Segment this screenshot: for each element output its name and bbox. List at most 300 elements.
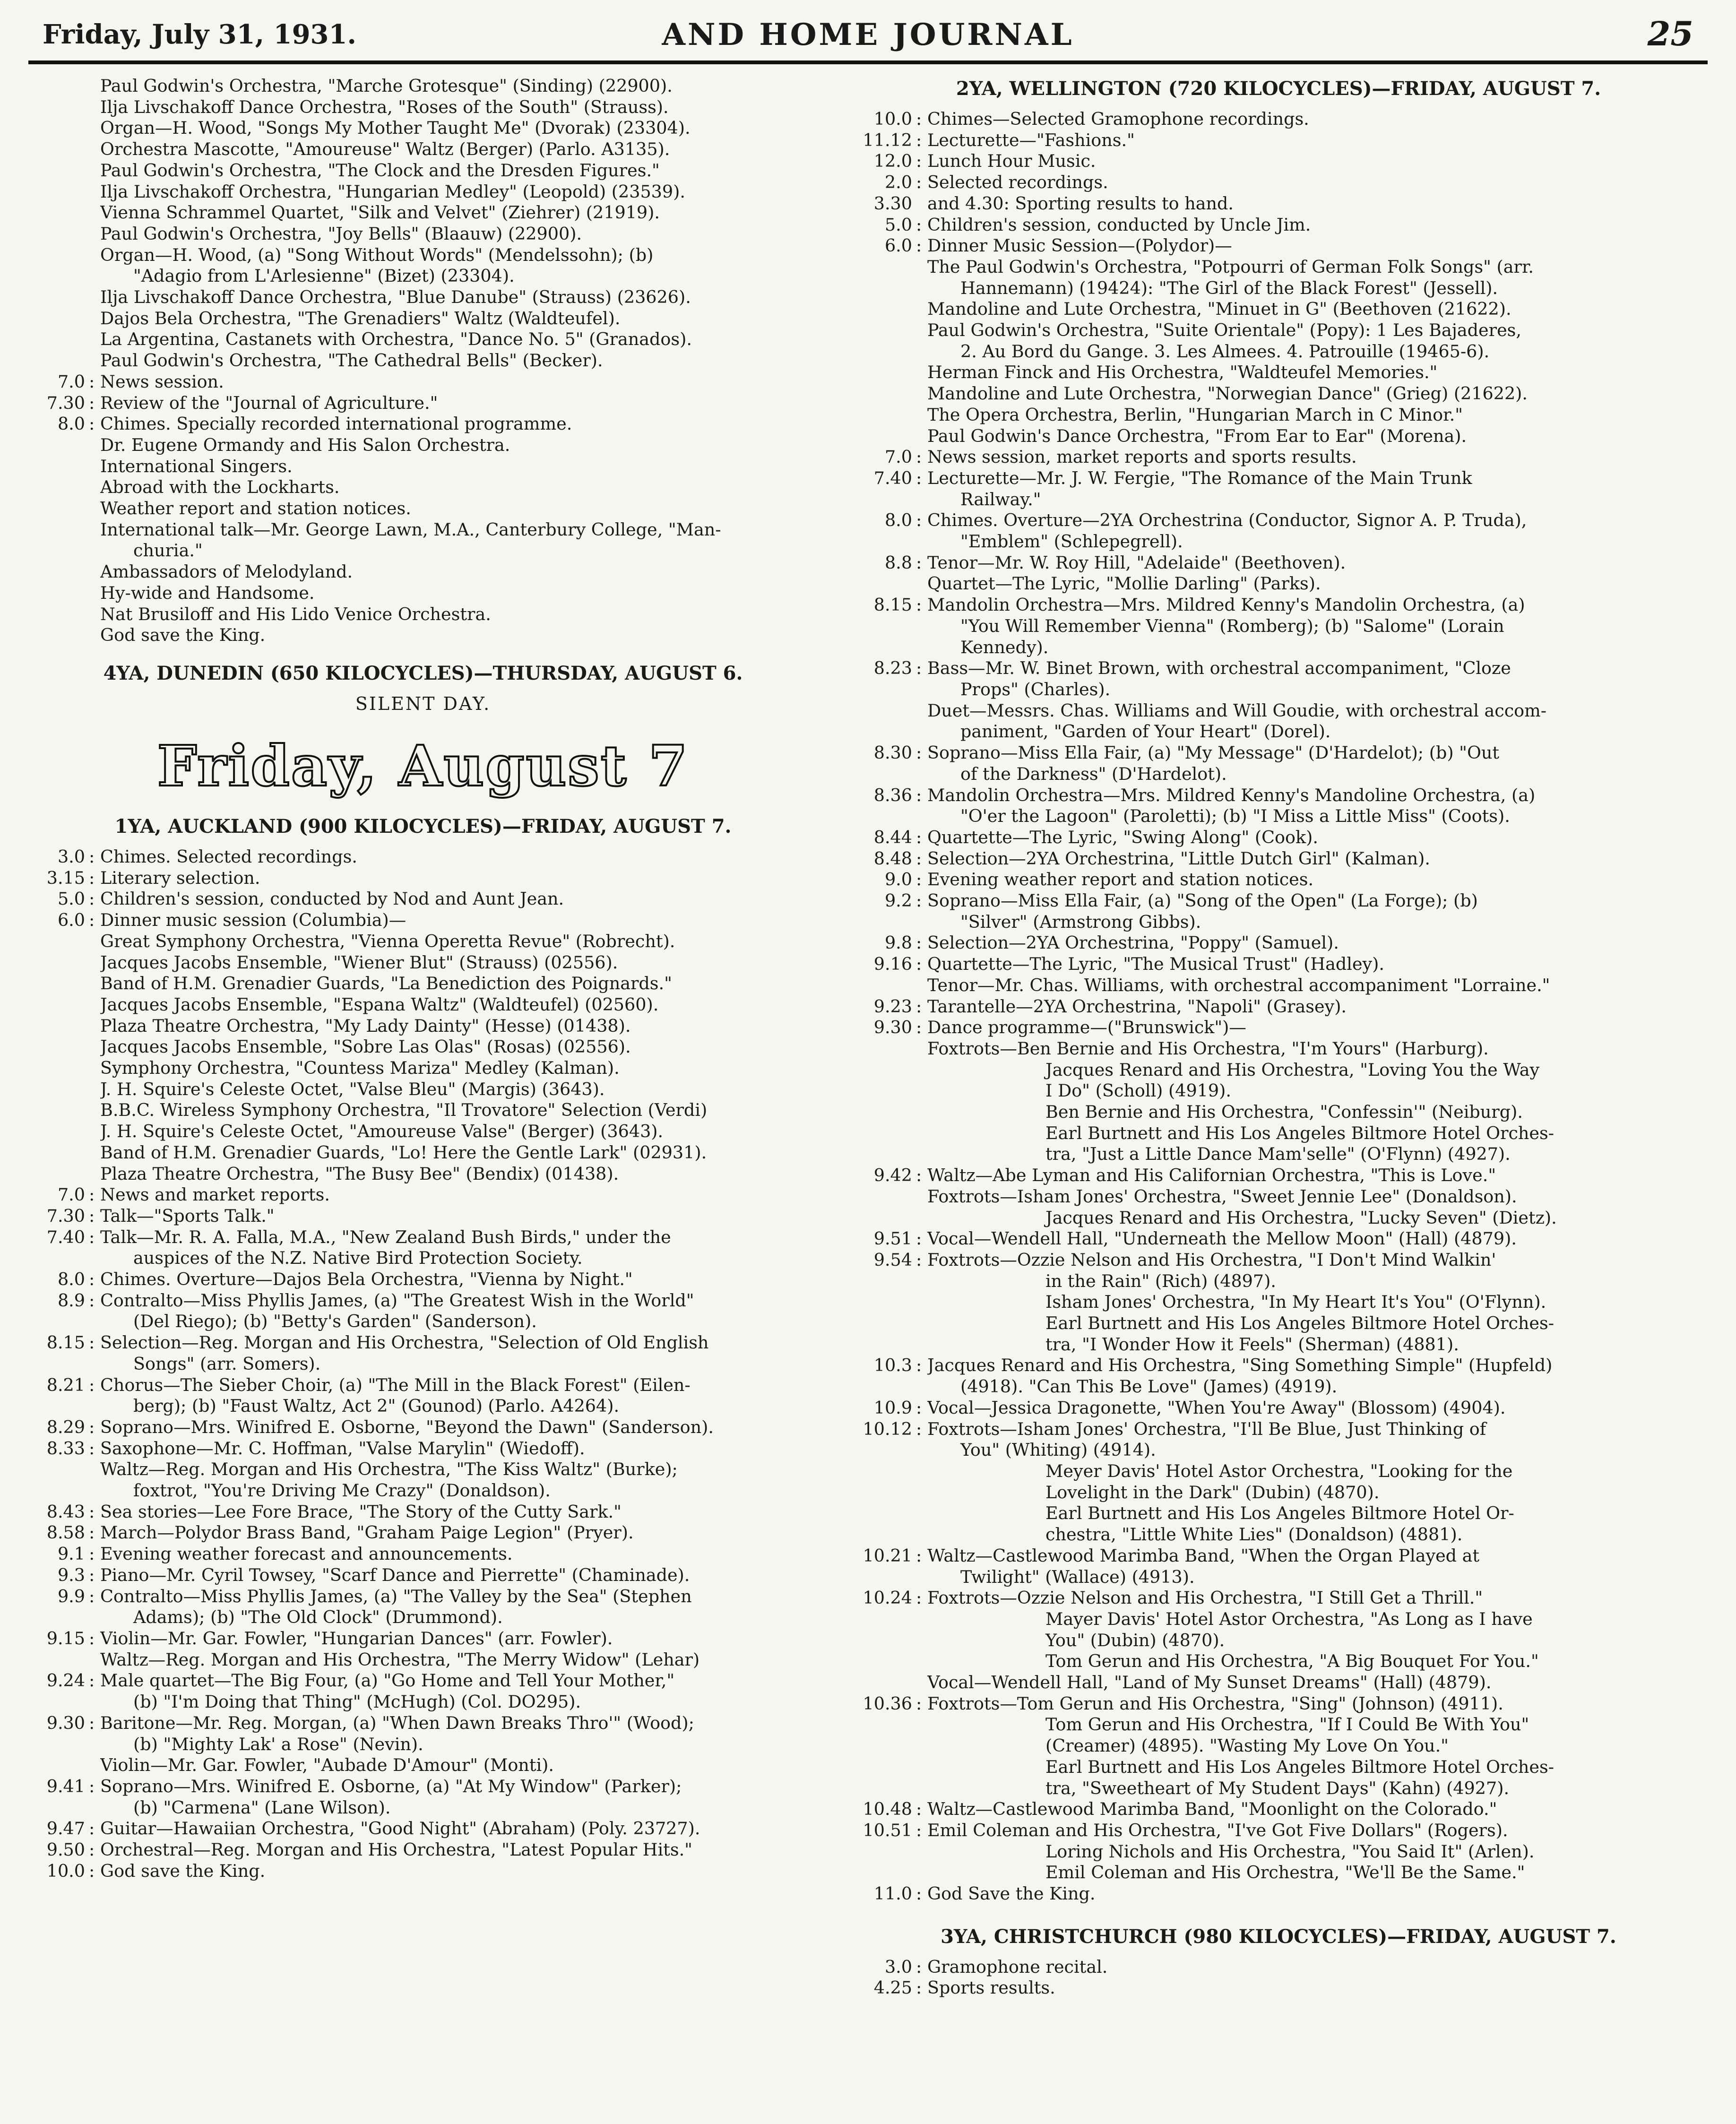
programme-entry bbox=[851, 869, 1706, 890]
entry-separator bbox=[89, 1248, 100, 1269]
programme-entry bbox=[851, 1609, 1706, 1630]
entry-text: Lecturette—"Fashions." bbox=[927, 130, 1135, 150]
entry-text: Paul Godwin's Dance Orchestra, "From Ear to Ear" (Morena). bbox=[927, 425, 1467, 446]
entry-separator bbox=[916, 1567, 927, 1588]
entry-time bbox=[24, 224, 89, 245]
entry-separator bbox=[916, 1524, 927, 1546]
entry-text: Props" (Charles). bbox=[960, 679, 1111, 699]
entry-separator bbox=[89, 1311, 100, 1332]
programme-entry bbox=[24, 1755, 822, 1776]
entry-separator: : bbox=[89, 1586, 95, 1606]
entry-separator: : bbox=[916, 1249, 922, 1270]
entry-text: The Opera Orchestra, Berlin, "Hungarian March in C Minor." bbox=[927, 404, 1463, 425]
entry-separator bbox=[916, 1735, 927, 1757]
programme-entry bbox=[851, 1977, 1706, 1999]
entry-text: Mayer Davis' Hotel Astor Orchestra, "As Long as I have bbox=[1045, 1608, 1533, 1629]
programme-entry bbox=[24, 868, 822, 889]
entry-separator: : bbox=[916, 827, 922, 847]
entry-time bbox=[24, 435, 89, 456]
entry-time bbox=[851, 531, 916, 553]
programme-entry bbox=[851, 1799, 1706, 1820]
programme-entry bbox=[851, 1313, 1706, 1334]
entry-time: 9.1 bbox=[57, 1544, 85, 1564]
programme-entry bbox=[851, 1186, 1706, 1208]
entry-separator bbox=[89, 1480, 100, 1502]
entry-time: 8.0 bbox=[57, 1269, 85, 1290]
entry-time: 3.0 bbox=[884, 1956, 912, 1977]
entry-text: Soprano—Miss Ella Fair, (a) "Song of the Open" (La Forge); (b) bbox=[927, 890, 1478, 911]
entry-text: Selection—2YA Orchestrina, "Poppy" (Samuel). bbox=[927, 932, 1339, 953]
programme-entry bbox=[24, 1818, 822, 1839]
entry-separator bbox=[916, 341, 927, 363]
entry-time: 10.36 bbox=[863, 1693, 912, 1714]
entry-time bbox=[851, 806, 916, 827]
entry-text: You" (Dubin) (4870). bbox=[1045, 1630, 1225, 1650]
programme-entry bbox=[851, 151, 1706, 172]
programme-entry bbox=[24, 1121, 822, 1142]
entry-time bbox=[851, 362, 916, 383]
entry-text: Waltz—Abe Lyman and His Californian Orchestra, "This is Love." bbox=[927, 1165, 1496, 1186]
entry-text: Literary selection. bbox=[100, 867, 260, 888]
programme-entry bbox=[851, 1461, 1706, 1482]
programme-entry bbox=[24, 1269, 822, 1290]
entry-text: tra, "Just a Little Dance Mam'selle" (O'Flynn) (4927). bbox=[1045, 1144, 1511, 1165]
entry-text: Duet—Messrs. Chas. Williams and Will Goudie, with orchestral accom- bbox=[927, 700, 1547, 721]
programme-entry bbox=[851, 1567, 1706, 1588]
programme-entry bbox=[24, 1290, 822, 1312]
programme-entry bbox=[851, 235, 1706, 257]
entry-separator: : bbox=[916, 1165, 922, 1186]
programme-entry bbox=[851, 1017, 1706, 1038]
entry-separator: : bbox=[916, 1977, 922, 1998]
entry-text: Lecturette—Mr. J. W. Fergie, "The Romance of the Main Trunk bbox=[927, 467, 1472, 488]
entry-time: 7.0 bbox=[57, 371, 85, 392]
programme-entry bbox=[851, 278, 1706, 299]
carryover-programme bbox=[24, 76, 822, 646]
entry-text: Band of H.M. Grenadier Guards, "La Benediction des Poignards." bbox=[100, 973, 672, 994]
entry-time bbox=[851, 1651, 916, 1672]
entry-time: 9.9 bbox=[57, 1586, 85, 1606]
entry-separator bbox=[89, 1058, 100, 1079]
entry-separator bbox=[89, 1016, 100, 1037]
entry-time: 9.2 bbox=[884, 890, 912, 911]
entry-text: Lovelight in the Dark" (Dubin) (4870). bbox=[1045, 1482, 1380, 1502]
entry-separator bbox=[89, 1354, 100, 1375]
entry-separator bbox=[916, 1376, 927, 1398]
entry-text: Chimes. Specially recorded international programme. bbox=[100, 414, 572, 434]
entry-text: Earl Burtnett and His Los Angeles Biltmore Hotel Or- bbox=[1045, 1503, 1514, 1524]
entry-separator bbox=[916, 299, 927, 320]
entry-time bbox=[851, 1841, 916, 1863]
entry-text: Dinner music session (Columbia)— bbox=[100, 910, 406, 931]
entry-text: Vocal—Wendell Hall, "Land of My Sunset Dreams" (Hall) (4879). bbox=[927, 1672, 1492, 1693]
entry-text: I Do" (Scholl) (4919). bbox=[1045, 1080, 1231, 1101]
entry-separator: : bbox=[89, 1818, 95, 1839]
entry-text: Loring Nichols and His Orchestra, "You Said It" (Arlen). bbox=[1045, 1841, 1535, 1862]
programme-entry bbox=[24, 1713, 822, 1734]
programme-entry bbox=[24, 1375, 822, 1396]
entry-text: Tom Gerun and His Orchestra, "A Big Bouquet For You." bbox=[1045, 1651, 1539, 1672]
entry-time: 9.54 bbox=[873, 1249, 912, 1270]
entry-time bbox=[851, 1735, 916, 1757]
entry-separator: : bbox=[89, 1712, 95, 1733]
entry-time: 3.0 bbox=[57, 846, 85, 867]
entry-time bbox=[851, 405, 916, 426]
programme-entry bbox=[851, 996, 1706, 1018]
entry-time: 10.48 bbox=[863, 1799, 912, 1820]
programme-entry bbox=[851, 531, 1706, 553]
programme-entry bbox=[851, 1524, 1706, 1546]
programme-entry bbox=[24, 97, 822, 118]
programme-entry bbox=[24, 477, 822, 498]
right-column bbox=[851, 76, 1706, 1999]
entry-separator bbox=[916, 1334, 927, 1356]
entry-text: Adams); (b) "The Old Clock" (Drummond). bbox=[133, 1607, 503, 1628]
entry-text: News session, market reports and sports results. bbox=[927, 447, 1357, 467]
entry-text: Earl Burtnett and His Los Angeles Biltmore Hotel Orches- bbox=[1045, 1122, 1555, 1143]
entry-separator bbox=[89, 97, 100, 118]
programme-entry bbox=[851, 1398, 1706, 1419]
entry-text: News and market reports. bbox=[100, 1184, 330, 1205]
programme-entry bbox=[851, 1482, 1706, 1503]
programme-entry bbox=[24, 1036, 822, 1058]
entry-text: Dinner Music Session—(Polydor)— bbox=[927, 235, 1232, 256]
entry-text: Mandolin Orchestra—Mrs. Mildred Kenny's Mandoline Orchestra, (a) bbox=[927, 785, 1536, 805]
entry-time: 9.51 bbox=[873, 1228, 912, 1249]
entry-time bbox=[851, 679, 916, 700]
entry-text: Foxtrots—Tom Gerun and His Orchestra, "Sing" (Johnson) (4911). bbox=[927, 1693, 1503, 1714]
programme-entry bbox=[851, 1588, 1706, 1609]
programme-entry bbox=[24, 561, 822, 583]
page-header bbox=[28, 9, 1708, 64]
entry-text: La Argentina, Castanets with Orchestra, "Dance No. 5" (Granados). bbox=[100, 329, 692, 350]
entry-time bbox=[851, 975, 916, 996]
entry-separator: : bbox=[89, 1839, 95, 1860]
entry-text: Symphony Orchestra, "Countess Mariza" Medley (Kalman). bbox=[100, 1058, 620, 1079]
entry-text: Songs" (arr. Somers). bbox=[133, 1353, 321, 1374]
programme-entry bbox=[851, 1630, 1706, 1651]
programme-entry bbox=[851, 1735, 1706, 1757]
entry-separator: : bbox=[916, 1228, 922, 1249]
programme-entry bbox=[851, 1957, 1706, 1978]
programme-entry bbox=[851, 468, 1706, 489]
programme-entry bbox=[851, 1334, 1706, 1356]
programme-entry bbox=[851, 1651, 1706, 1672]
entry-text: Hannemann) (19424): "The Girl of the Black Forest" (Jessell). bbox=[960, 277, 1498, 298]
entry-separator bbox=[89, 1164, 100, 1185]
entry-time bbox=[24, 519, 89, 541]
entry-text: Ilja Livschakoff Orchestra, "Hungarian Medley" (Leopold) (23539). bbox=[100, 181, 685, 202]
entry-time: 8.0 bbox=[57, 414, 85, 434]
entry-separator: : bbox=[89, 392, 95, 413]
entry-time: 4.25 bbox=[873, 1977, 912, 1998]
entry-separator bbox=[916, 1080, 927, 1102]
entry-text: Waltz—Castlewood Marimba Band, "When the Organ Played at bbox=[927, 1545, 1480, 1566]
silent-day-notice: SILENT DAY. bbox=[355, 693, 491, 714]
entry-text: Tarantelle—2YA Orchestrina, "Napoli" (Grasey). bbox=[927, 996, 1347, 1017]
entry-text: Emil Coleman and His Orchestra, "I've Got Five Dollars" (Rogers). bbox=[927, 1820, 1508, 1840]
entry-time bbox=[24, 561, 89, 583]
entry-time bbox=[24, 118, 89, 139]
entry-time: 10.0 bbox=[46, 1860, 85, 1881]
entry-text: Selection—Reg. Morgan and His Orchestra, "Selection of Old English bbox=[100, 1332, 709, 1353]
programme-entry bbox=[24, 1607, 822, 1628]
station-heading-2ya: 2YA, WELLINGTON (720 KILOCYCLES)—FRIDAY, AUGUST 7. bbox=[956, 78, 1601, 100]
entry-separator bbox=[89, 604, 100, 625]
entry-separator: : bbox=[89, 1374, 95, 1395]
programme-entry bbox=[24, 1861, 822, 1882]
entry-separator bbox=[916, 426, 927, 447]
programme-entry bbox=[851, 573, 1706, 595]
entry-time bbox=[851, 1440, 916, 1461]
entry-time bbox=[851, 257, 916, 278]
entry-separator: : bbox=[89, 1522, 95, 1543]
programme-entry bbox=[24, 1332, 822, 1354]
programme-entry bbox=[851, 1292, 1706, 1313]
entry-time: 9.23 bbox=[873, 996, 912, 1017]
entry-text: Mandolin Orchestra—Mrs. Mildred Kenny's Mandolin Orchestra, (a) bbox=[927, 595, 1525, 615]
entry-text: Paul Godwin's Orchestra, "The Clock and the Dresden Figures." bbox=[100, 160, 660, 181]
programme-entry bbox=[851, 954, 1706, 975]
entry-separator: : bbox=[89, 1544, 95, 1564]
entry-text: God save the King. bbox=[100, 625, 266, 646]
entry-separator bbox=[916, 1778, 927, 1799]
entry-text: Ambassadors of Melodyland. bbox=[100, 561, 353, 582]
station-heading-1ya: 1YA, AUCKLAND (900 KILOCYCLES)—FRIDAY, AUGUST 7. bbox=[114, 815, 732, 838]
entry-text: Piano—Mr. Cyril Towsey, "Scarf Dance and Pierrette" (Chaminade). bbox=[100, 1564, 690, 1585]
entry-time bbox=[851, 1714, 916, 1735]
entry-text: 2. Au Bord du Gange. 3. Les Almees. 4. Patrouille (19465-6). bbox=[960, 341, 1490, 362]
programme-entry bbox=[851, 1208, 1706, 1229]
programme-entry bbox=[24, 1248, 822, 1269]
entry-time: 5.0 bbox=[884, 214, 912, 235]
entry-separator bbox=[916, 764, 927, 785]
programme-entry bbox=[851, 1841, 1706, 1863]
entry-time: 11.12 bbox=[863, 130, 912, 150]
entry-time bbox=[24, 477, 89, 498]
programme-entry bbox=[851, 1165, 1706, 1186]
entry-text: Sports results. bbox=[927, 1977, 1055, 1998]
entry-text: Band of H.M. Grenadier Guards, "Lo! Here the Gentle Lark" (02931). bbox=[100, 1142, 707, 1163]
entry-time: 3.30 bbox=[873, 193, 912, 214]
entry-text: (Creamer) (4895). "Wasting My Love On You." bbox=[1045, 1735, 1449, 1756]
entry-time: 9.3 bbox=[57, 1564, 85, 1585]
entry-time bbox=[24, 181, 89, 203]
programme-entry bbox=[851, 489, 1706, 510]
programme-entry bbox=[851, 595, 1706, 616]
entry-separator bbox=[916, 1714, 927, 1735]
auckland-programme bbox=[24, 846, 822, 1882]
programme-entry bbox=[24, 910, 822, 931]
entry-text: Gramophone recital. bbox=[927, 1956, 1108, 1977]
entry-text: Contralto—Miss Phyllis James, (a) "The Valley by the Sea" (Stephen bbox=[100, 1586, 692, 1606]
programme-entry bbox=[24, 1522, 822, 1544]
entry-separator bbox=[916, 806, 927, 827]
entry-separator bbox=[916, 1060, 927, 1081]
entry-separator bbox=[89, 561, 100, 583]
entry-time: 7.0 bbox=[57, 1184, 85, 1205]
entry-separator bbox=[89, 139, 100, 160]
entry-text: Bass—Mr. W. Binet Brown, with orchestral accompaniment, "Cloze bbox=[927, 658, 1511, 679]
programme-entry bbox=[24, 1797, 822, 1819]
programme-entry bbox=[851, 1250, 1706, 1271]
entry-text: International Singers. bbox=[100, 456, 293, 476]
programme-entry bbox=[24, 1480, 822, 1502]
entry-separator bbox=[89, 625, 100, 646]
programme-entry bbox=[24, 846, 822, 868]
entry-time bbox=[851, 341, 916, 363]
entry-text: Vocal—Jessica Dragonette, "When You're Away" (Blossom) (4904). bbox=[927, 1397, 1506, 1418]
entry-time: 9.16 bbox=[873, 954, 912, 975]
entry-text: Selection—2YA Orchestrina, "Little Dutch Girl" (Kalman). bbox=[927, 848, 1430, 869]
entry-time bbox=[851, 1144, 916, 1165]
entry-time bbox=[24, 139, 89, 160]
entry-text: Earl Burtnett and His Los Angeles Biltmore Hotel Orches- bbox=[1045, 1313, 1555, 1334]
programme-entry bbox=[851, 1693, 1706, 1715]
programme-entry bbox=[24, 604, 822, 625]
entry-time bbox=[24, 1734, 89, 1755]
entry-separator bbox=[89, 160, 100, 181]
entry-text: Talk—"Sports Talk." bbox=[100, 1205, 275, 1226]
programme-entry bbox=[851, 1820, 1706, 1841]
entry-text: Mandoline and Lute Orchestra, "Norwegian Dance" (Grieg) (21622). bbox=[927, 383, 1528, 404]
entry-text: Jacques Renard and His Orchestra, "Sing Something Simple" (Hupfeld) bbox=[927, 1355, 1553, 1376]
entry-time bbox=[851, 1186, 916, 1208]
entry-text: Evening weather report and station notices. bbox=[927, 869, 1314, 890]
entry-text: Selected recordings. bbox=[927, 172, 1108, 193]
entry-time: 7.30 bbox=[46, 1205, 85, 1226]
entry-text: Male quartet—The Big Four, (a) "Go Home and Tell Your Mother," bbox=[100, 1670, 675, 1691]
entry-separator bbox=[89, 1797, 100, 1819]
entry-text: chestra, "Little White Lies" (Donaldson) (4881). bbox=[1045, 1524, 1463, 1545]
entry-text: You" (Whiting) (4914). bbox=[960, 1440, 1156, 1460]
programme-entry bbox=[851, 130, 1706, 151]
entry-text: Tenor—Mr. W. Roy Hill, "Adelaide" (Beethoven). bbox=[927, 552, 1346, 573]
entry-separator bbox=[916, 616, 927, 637]
programme-entry bbox=[24, 1206, 822, 1227]
entry-time: 8.21 bbox=[46, 1374, 85, 1395]
entry-text: Guitar—Hawaiian Orchestra, "Good Night" (Abraham) (Poly. 23727). bbox=[100, 1818, 700, 1839]
entry-separator: : bbox=[916, 467, 922, 488]
entry-time: 10.21 bbox=[863, 1545, 912, 1566]
entry-text: Nat Brusiloff and His Lido Venice Orchestra. bbox=[100, 604, 491, 624]
entry-text: Great Symphony Orchestra, "Vienna Operetta Revue" (Robrecht). bbox=[100, 931, 675, 951]
programme-entry bbox=[851, 257, 1706, 278]
programme-entry bbox=[24, 160, 822, 181]
entry-time bbox=[851, 1060, 916, 1081]
programme-entry bbox=[851, 827, 1706, 848]
entry-time: 8.23 bbox=[873, 658, 912, 679]
entry-text: Paul Godwin's Orchestra, "Suite Orientale" (Popy): 1 Les Bajaderes, bbox=[927, 320, 1522, 341]
entry-text: Dance programme—("Brunswick")— bbox=[927, 1017, 1246, 1038]
programme-entry bbox=[24, 1459, 822, 1480]
programme-entry bbox=[851, 1419, 1706, 1440]
entry-text: Twilight" (Wallace) (4913). bbox=[960, 1566, 1195, 1587]
entry-separator bbox=[916, 531, 927, 553]
entry-time: 8.15 bbox=[873, 595, 912, 615]
programme-entry bbox=[851, 743, 1706, 764]
programme-entry bbox=[24, 625, 822, 646]
entry-separator bbox=[89, 435, 100, 456]
entry-time: 7.0 bbox=[884, 447, 912, 467]
entry-separator bbox=[89, 308, 100, 329]
entry-time bbox=[24, 498, 89, 519]
entry-separator bbox=[89, 329, 100, 350]
entry-text: Review of the "Journal of Agriculture." bbox=[100, 392, 438, 413]
programme-entry bbox=[851, 109, 1706, 130]
entry-time bbox=[24, 1079, 89, 1100]
entry-time: 9.8 bbox=[884, 932, 912, 953]
entry-time: 11.0 bbox=[873, 1883, 912, 1904]
programme-entry bbox=[851, 1778, 1706, 1799]
entry-text: Paul Godwin's Orchestra, "The Cathedral Bells" (Becker). bbox=[100, 350, 603, 371]
entry-separator: : bbox=[916, 1588, 922, 1608]
entry-time bbox=[851, 1630, 916, 1651]
entry-separator: : bbox=[89, 1860, 95, 1881]
programme-entry bbox=[851, 679, 1706, 700]
entry-separator bbox=[89, 498, 100, 519]
entry-text: Paul Godwin's Orchestra, "Marche Grotesque" (Sinding) (22900). bbox=[100, 76, 673, 96]
entry-text: Waltz—Reg. Morgan and His Orchestra, "The Kiss Waltz" (Burke); bbox=[100, 1459, 678, 1480]
entry-time: 8.44 bbox=[873, 827, 912, 847]
programme-entry bbox=[24, 1311, 822, 1332]
entry-separator bbox=[916, 383, 927, 405]
wellington-programme bbox=[851, 109, 1706, 1905]
entry-time bbox=[851, 1503, 916, 1524]
entry-text: International talk—Mr. George Lawn, M.A., Canterbury College, "Man- bbox=[100, 519, 721, 540]
entry-separator: : bbox=[916, 1355, 922, 1376]
entry-time bbox=[851, 1334, 916, 1356]
entry-separator: : bbox=[89, 1184, 95, 1205]
entry-time bbox=[24, 1121, 89, 1142]
programme-entry bbox=[24, 1079, 822, 1100]
programme-entry bbox=[24, 371, 822, 393]
programme-entry bbox=[851, 426, 1706, 447]
entry-separator: : bbox=[916, 447, 922, 467]
entry-separator: : bbox=[89, 1670, 95, 1691]
entry-separator bbox=[916, 257, 927, 278]
entry-time bbox=[24, 931, 89, 952]
entry-separator bbox=[916, 975, 927, 996]
programme-entry bbox=[851, 1228, 1706, 1250]
entry-separator: : bbox=[89, 1628, 95, 1649]
programme-entry bbox=[851, 848, 1706, 870]
entry-separator: : bbox=[916, 996, 922, 1017]
entry-time bbox=[851, 1038, 916, 1060]
entry-time bbox=[24, 1142, 89, 1164]
entry-text: March—Polydor Brass Band, "Graham Paige Legion" (Pryer). bbox=[100, 1522, 634, 1543]
programme-entry bbox=[851, 553, 1706, 574]
entry-separator: : bbox=[916, 151, 922, 172]
entry-time bbox=[851, 1376, 916, 1398]
programme-entry bbox=[851, 975, 1706, 996]
entry-separator bbox=[89, 245, 100, 266]
programme-entry bbox=[851, 1271, 1706, 1292]
programme-entry bbox=[24, 540, 822, 561]
entry-separator bbox=[916, 1651, 927, 1672]
programme-entry bbox=[851, 1355, 1706, 1376]
entry-text: and 4.30: Sporting results to hand. bbox=[927, 193, 1234, 214]
entry-text: Foxtrots—Isham Jones' Orchestra, "I'll Be Blue, Just Thinking of bbox=[927, 1418, 1486, 1439]
programme-entry bbox=[851, 172, 1706, 193]
entry-text: Jacques Jacobs Ensemble, "Wiener Blut" (Strauss) (02556). bbox=[100, 952, 618, 973]
entry-time bbox=[24, 266, 89, 287]
entry-separator: : bbox=[89, 846, 95, 867]
programme-entry bbox=[24, 519, 822, 541]
programme-entry bbox=[24, 456, 822, 477]
entry-separator: : bbox=[916, 785, 922, 805]
entry-separator: : bbox=[916, 109, 922, 129]
